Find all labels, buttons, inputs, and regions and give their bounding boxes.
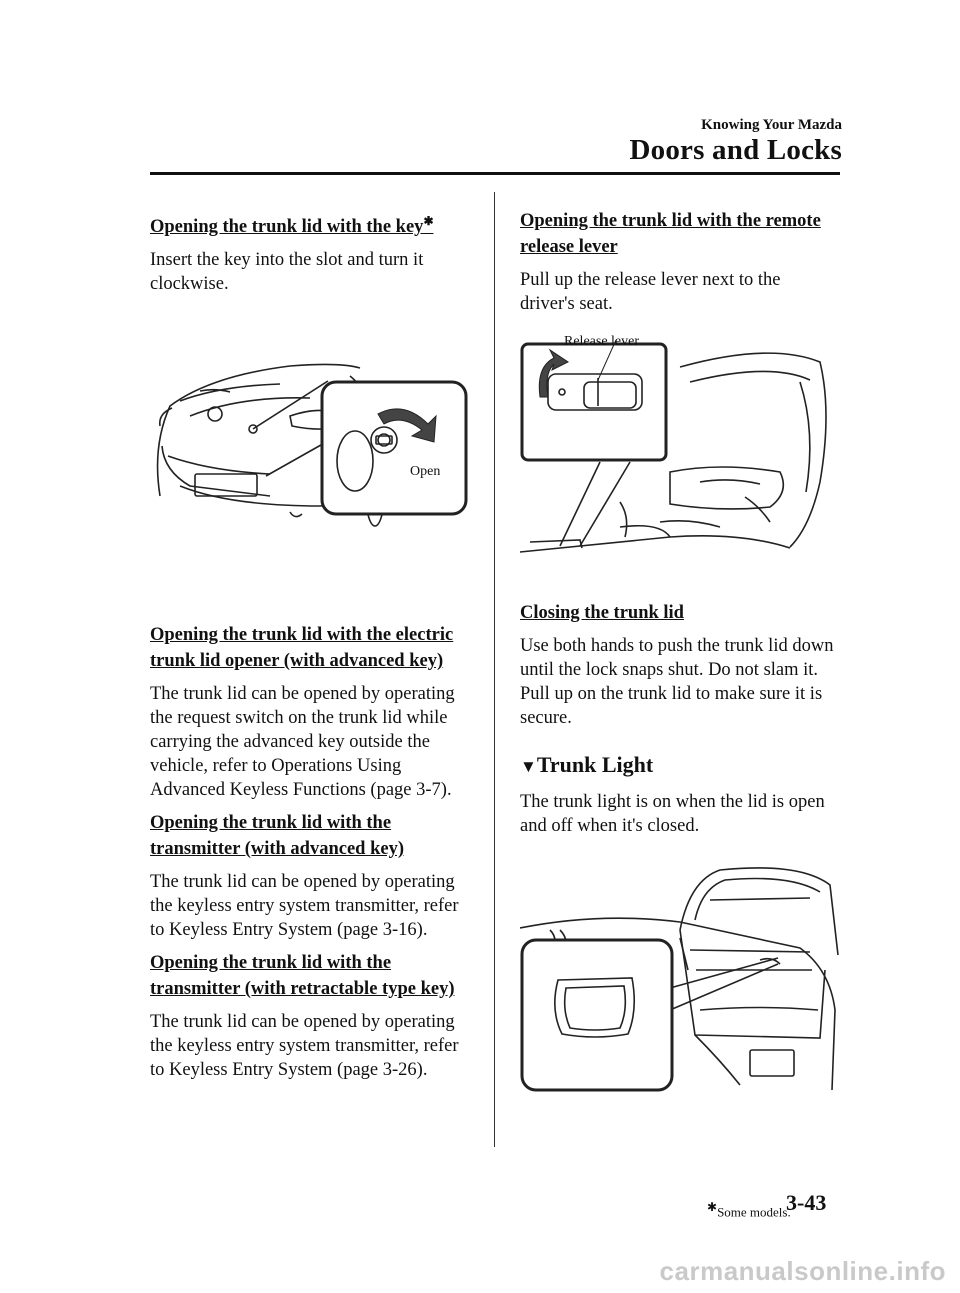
electric-heading-line2: trunk lid opener (with advanced key): [150, 651, 444, 672]
header-rule: [150, 172, 840, 175]
closing-body: Use both hands to push the trunk lid down until the lock snaps shut. Do not slam it. Pull up on the trunk lid to make sure it is secure.: [520, 636, 834, 728]
header-section: Knowing Your Mazda: [701, 117, 842, 133]
left-column: [150, 210, 465, 1082]
key-body: Insert the key into the slot and turn it clockwise.: [150, 250, 424, 295]
trunk-light-figure: [520, 860, 835, 1100]
trunk-light-heading: ▼Trunk Light: [520, 752, 654, 777]
footnote-mark: ✱: [707, 1200, 718, 1214]
footnote: ✱Some models.: [707, 1200, 791, 1220]
trunk-key-illustration: [150, 296, 470, 536]
electric-heading-line1: Opening the trunk lid with the electric: [150, 625, 454, 646]
closing-heading: Closing the trunk lid: [520, 603, 684, 623]
open-label: Open: [410, 464, 441, 480]
release-lever-label: Release lever: [564, 334, 640, 349]
watermark: carmanualsonline.info: [659, 1256, 946, 1286]
transmitter-retractable-heading-line1: Opening the trunk lid with the: [150, 953, 392, 974]
release-lever-figure: [520, 322, 835, 562]
trunk-light-illustration: [520, 860, 840, 1100]
transmitter-advanced-heading-line2: transmitter (with advanced key): [150, 839, 405, 860]
section-marker-icon: ▼: [520, 757, 537, 776]
remote-body: Pull up the release lever next to the driver's seat.: [520, 270, 781, 314]
transmitter-retractable-heading-line2: transmitter (with retractable type key): [150, 979, 455, 1000]
right-column: [520, 210, 835, 1100]
page-number: 3-43: [786, 1190, 827, 1215]
transmitter-advanced-heading-line1: Opening the trunk lid with the: [150, 813, 392, 834]
page-title: Doors and Locks: [629, 134, 842, 166]
release-lever-illustration: [520, 322, 840, 562]
column-divider: [494, 192, 495, 1147]
remote-heading-line2: release lever: [520, 237, 618, 257]
trunk-light-body: The trunk light is on when the lid is open and off when it's closed.: [520, 792, 825, 836]
some-models-mark: ✱: [423, 214, 434, 228]
remote-heading-line1: Opening the trunk lid with the remote: [520, 211, 821, 231]
transmitter-retractable-body: The trunk lid can be opened by operating the keyless entry system transmitter, refer to Keyless Entry System (page 3-26).: [150, 1012, 459, 1081]
key-figure: [150, 296, 465, 536]
key-heading: Opening the trunk lid with the key✱: [150, 214, 434, 238]
electric-body: The trunk lid can be opened by operating the request switch on the trunk lid while carrying the advanced key outside the vehicle, refer to Operations Using Advanced Keyless Functions (page 3-7).: [150, 684, 455, 801]
transmitter-advanced-body: The trunk lid can be opened by operating the keyless entry system transmitter, refer to Keyless Entry System (page 3-16).: [150, 872, 459, 941]
